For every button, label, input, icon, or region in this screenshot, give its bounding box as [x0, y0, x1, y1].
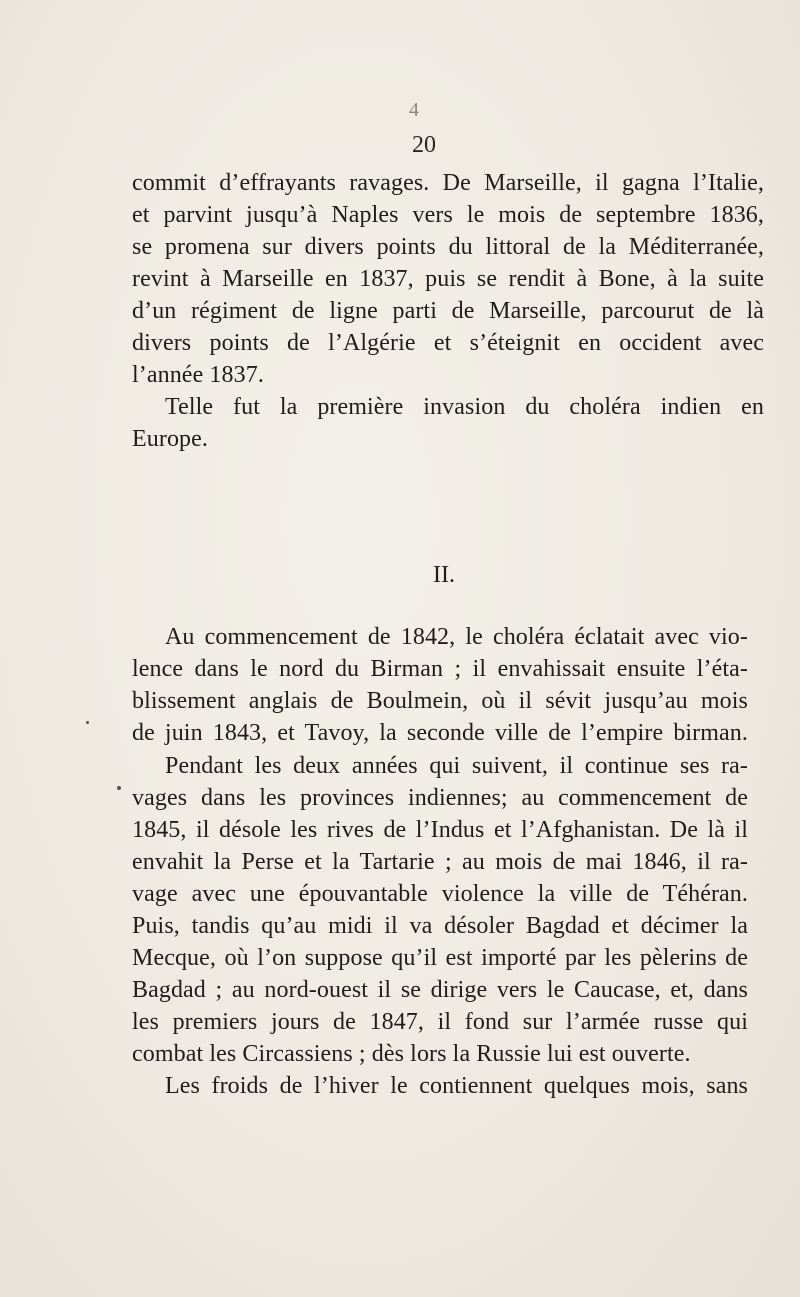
text-line: blissement anglais de Boulmein, où il sévit jusqu’au mois — [132, 688, 748, 714]
text-line: Bagdad ; au nord-ouest il se dirige vers le Caucase, et, dans — [132, 977, 748, 1003]
text-line: 1845, il désole les rives de l’Indus et l’Afghanistan. De là il — [132, 817, 748, 843]
text-line: envahit la Perse et la Tartarie ; au mois de mai 1846, il ra- — [132, 849, 748, 875]
ink-speck — [117, 786, 121, 790]
text-line: d’un régiment de ligne parti de Marseille, parcourut de là — [132, 298, 764, 324]
text-line: Mecque, où l’on suppose qu’il est importé par les pèlerins de — [132, 945, 748, 971]
text-line: commit d’effrayants ravages. De Marseille, il gagna l’Italie, — [132, 170, 764, 196]
text-line: Au commencement de 1842, le choléra éclatait avec vio- — [165, 624, 748, 650]
text-line: Pendant les deux années qui suivent, il continue ses ra- — [165, 753, 748, 779]
text-line: Les froids de l’hiver le contiennent quelques mois, sans — [165, 1073, 748, 1099]
ink-speck — [86, 721, 89, 724]
text-line: combat les Circassiens ; dès lors la Russie lui est ouverte. — [132, 1041, 691, 1067]
text-line: vage avec une épouvantable violence la ville de Téhéran. — [132, 881, 748, 907]
text-line: Puis, tandis qu’au midi il va désoler Bagdad et décimer la — [132, 913, 748, 939]
section-heading: II. — [433, 562, 455, 588]
text-line: lence dans le nord du Birman ; il envahissait ensuite l’éta- — [132, 656, 748, 682]
text-line: divers points de l’Algérie et s’éteignit en occident avec — [132, 330, 764, 356]
text-line: Europe. — [132, 426, 209, 452]
text-line: et parvint jusqu’à Naples vers le mois de septembre 1836, — [132, 202, 764, 228]
text-line: se promena sur divers points du littoral de la Méditerranée, — [132, 234, 764, 260]
page-number: 20 — [412, 132, 436, 158]
text-line: vages dans les provinces indiennes; au commencement de — [132, 785, 748, 811]
text-line: l’année 1837. — [132, 362, 264, 388]
text-line: de juin 1843, et Tavoy, la seconde ville de l’empire birman. — [132, 720, 748, 746]
marginal-mark: 4 — [409, 99, 419, 121]
text-line: Telle fut la première invasion du choléra indien en — [165, 394, 764, 420]
text-line: revint à Marseille en 1837, puis se rendit à Bone, à la suite — [132, 266, 764, 292]
text-line: les premiers jours de 1847, il fond sur l’armée russe qui — [132, 1009, 748, 1035]
